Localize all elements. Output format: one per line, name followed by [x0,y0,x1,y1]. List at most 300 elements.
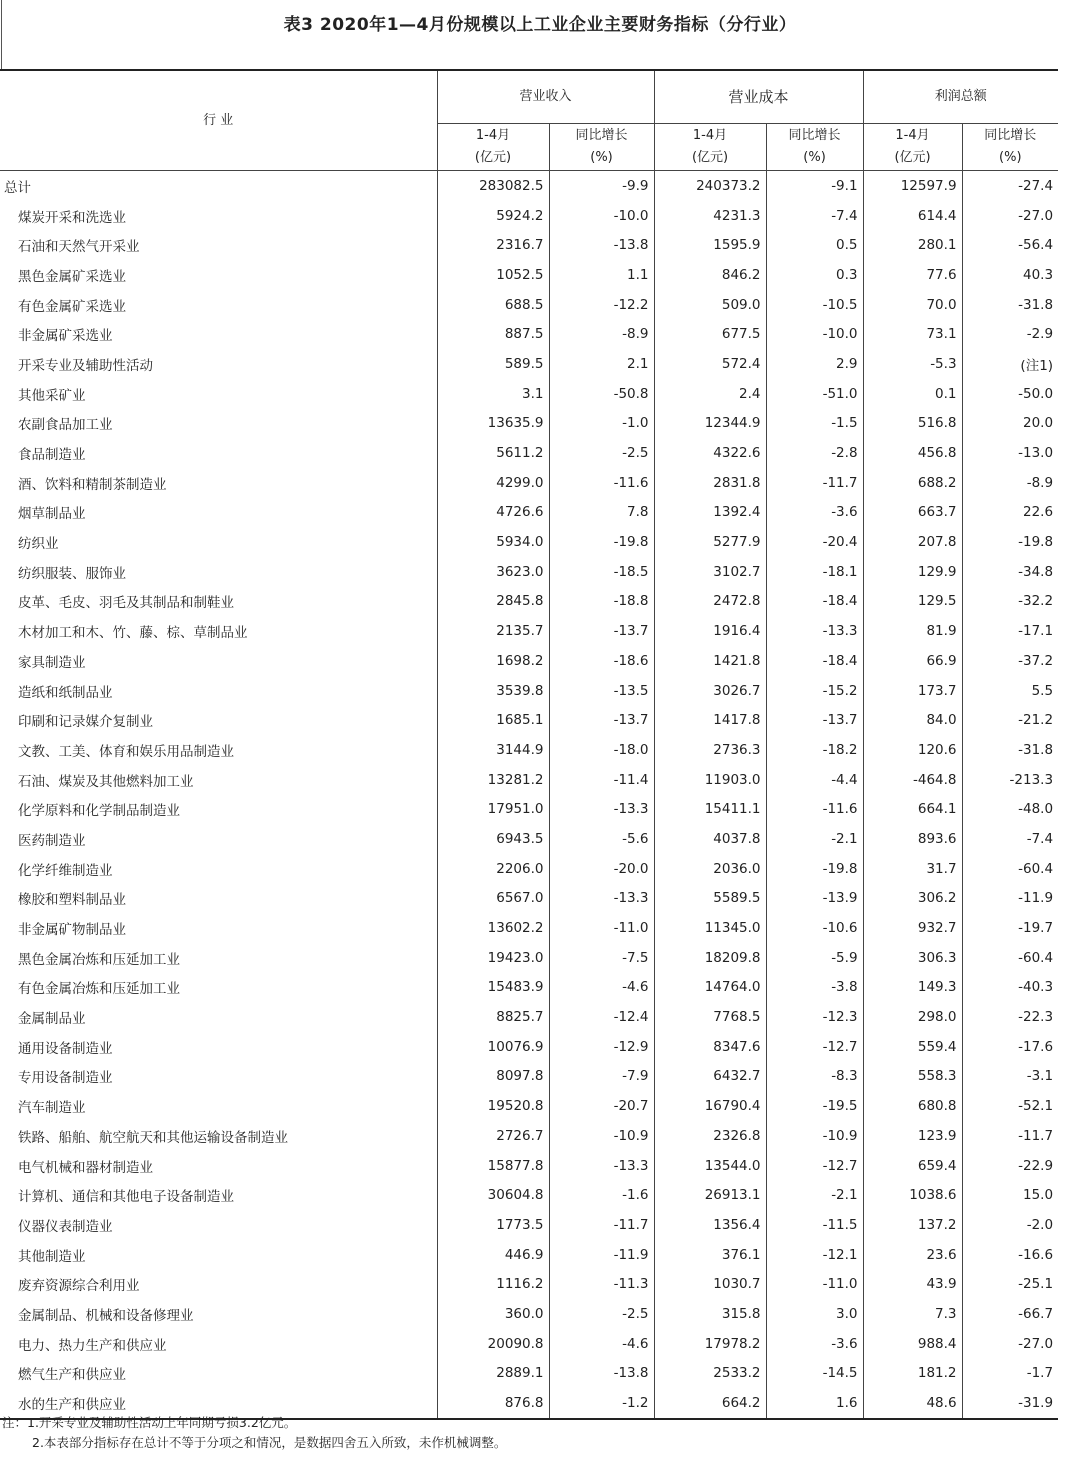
cost-growth: -19.8 [766,854,863,884]
table-row [0,409,1058,439]
industry-name: 非金属矿物制品业 [18,922,126,939]
revenue-growth: -10.0 [549,201,654,231]
cost-value: 4231.3 [654,201,766,231]
cost-value: 7768.5 [654,1002,766,1032]
profit-growth: -213.3 [962,765,1058,795]
table-row [0,824,1058,854]
cost-growth: -13.9 [766,884,863,914]
cost-growth: -11.5 [766,1210,863,1240]
profit-growth: -32.2 [962,587,1058,617]
profit-growth: 22.6 [962,498,1058,528]
revenue-value: 3.1 [437,379,549,409]
profit-growth: -40.3 [962,973,1058,1003]
table-row [0,765,1058,795]
cost-value: 2.4 [654,379,766,409]
profit-value: 66.9 [863,646,962,676]
table-row [0,587,1058,617]
cost-growth: -12.3 [766,1002,863,1032]
industry-name: 总计 [4,179,31,196]
table-row [0,379,1058,409]
revenue-value: 3539.8 [437,676,549,706]
profit-value: 31.7 [863,854,962,884]
profit-growth: 20.0 [962,409,1058,439]
revenue-growth: -1.6 [549,1180,654,1210]
revenue-value: 360.0 [437,1299,549,1329]
table-row [0,290,1058,320]
revenue-growth: -4.6 [549,1329,654,1359]
footnotes [2,1413,506,1453]
profit-growth: -21.2 [962,705,1058,735]
cost-growth: -13.7 [766,705,863,735]
table-row [0,616,1058,646]
revenue-growth: -7.5 [549,943,654,973]
cost-growth: -1.5 [766,409,863,439]
industry-name: 其他制造业 [18,1248,86,1265]
revenue-value: 446.9 [437,1240,549,1270]
revenue-value: 4726.6 [437,498,549,528]
cost-growth: -11.0 [766,1269,863,1299]
revenue-value: 4299.0 [437,468,549,498]
cost-growth: -4.4 [766,765,863,795]
cost-growth: 0.5 [766,230,863,260]
revenue-value: 3144.9 [437,735,549,765]
profit-growth: -2.0 [962,1210,1058,1240]
table-header [0,70,1058,171]
revenue-value: 6567.0 [437,884,549,914]
profit-growth: -3.1 [962,1062,1058,1092]
table-row [0,1240,1058,1270]
table-row [0,1002,1058,1032]
profit-value: 659.4 [863,1151,962,1181]
industry-name: 酒、饮料和精制茶制造业 [18,476,167,493]
profit-value: 558.3 [863,1062,962,1092]
table-title: 表3 2020年1—4月份规模以上工业企业主要财务指标（分行业） [283,15,797,35]
profit-value: 664.1 [863,794,962,824]
cost-growth: -10.5 [766,290,863,320]
revenue-value: 688.5 [437,290,549,320]
industry-name: 烟草制品业 [18,506,86,523]
table-row [0,646,1058,676]
industry-name: 木材加工和木、竹、藤、棕、草制品业 [18,625,248,642]
revenue-growth: -10.9 [549,1121,654,1151]
profit-growth: -60.4 [962,854,1058,884]
cost-growth: -10.6 [766,913,863,943]
revenue-growth: -13.3 [549,794,654,824]
cost-growth: -18.2 [766,735,863,765]
profit-growth: -11.7 [962,1121,1058,1151]
profit-growth: -8.9 [962,468,1058,498]
industry-name: 通用设备制造业 [18,1040,113,1057]
table-row [0,557,1058,587]
table-row [0,1151,1058,1181]
profit-growth: 5.5 [962,676,1058,706]
cost-growth: -5.9 [766,943,863,973]
profit-value: 43.9 [863,1269,962,1299]
profit-value: 456.8 [863,438,962,468]
header-industry: 行 业 [0,70,437,171]
revenue-growth: -18.6 [549,646,654,676]
revenue-value: 876.8 [437,1388,549,1419]
cost-value: 2533.2 [654,1359,766,1389]
profit-value: 559.4 [863,1032,962,1062]
revenue-value: 30604.8 [437,1180,549,1210]
profit-growth: -27.0 [962,201,1058,231]
profit-growth: -34.8 [962,557,1058,587]
industry-name: 纺织业 [18,536,59,553]
cost-growth: -18.4 [766,587,863,617]
profit-growth: -25.1 [962,1269,1058,1299]
table-row [0,260,1058,290]
cost-value: 5589.5 [654,884,766,914]
footnote-1: 注：1.开采专业及辅助性活动上年同期亏损3.2亿元。 [2,1415,297,1430]
cost-value: 3026.7 [654,676,766,706]
header-profit: 利润总额 [863,70,1058,124]
revenue-growth: -1.0 [549,409,654,439]
financial-indicators-table [0,69,1058,1420]
revenue-value: 887.5 [437,319,549,349]
revenue-growth: -7.9 [549,1062,654,1092]
table-row [0,854,1058,884]
revenue-growth: -4.6 [549,973,654,1003]
table-row [0,1180,1058,1210]
revenue-growth: 1.1 [549,260,654,290]
industry-name: 汽车制造业 [18,1100,86,1117]
revenue-value: 13281.2 [437,765,549,795]
revenue-growth: -50.8 [549,379,654,409]
cost-value: 509.0 [654,290,766,320]
cost-value: 2472.8 [654,587,766,617]
revenue-value: 17951.0 [437,794,549,824]
industry-name: 非金属矿采选业 [18,328,113,345]
profit-value: 7.3 [863,1299,962,1329]
cost-growth: -11.7 [766,468,863,498]
cost-value: 1595.9 [654,230,766,260]
header-cost: 营业成本 [654,70,863,124]
cost-value: 4322.6 [654,438,766,468]
revenue-growth: -18.5 [549,557,654,587]
industry-name: 家具制造业 [18,654,86,671]
revenue-growth: 2.1 [549,349,654,379]
profit-growth: -31.8 [962,735,1058,765]
revenue-value: 6943.5 [437,824,549,854]
profit-value: 280.1 [863,230,962,260]
profit-growth: -22.9 [962,1151,1058,1181]
revenue-value: 19423.0 [437,943,549,973]
cost-growth: 0.3 [766,260,863,290]
cost-growth: -2.1 [766,1180,863,1210]
industry-name: 煤炭开采和洗选业 [18,209,126,226]
cost-value: 5277.9 [654,527,766,557]
table-row [0,1121,1058,1151]
revenue-value: 19520.8 [437,1091,549,1121]
profit-growth: -13.0 [962,438,1058,468]
cost-value: 1356.4 [654,1210,766,1240]
profit-growth: -19.7 [962,913,1058,943]
revenue-value: 15877.8 [437,1151,549,1181]
revenue-growth: -2.5 [549,438,654,468]
revenue-value: 10076.9 [437,1032,549,1062]
cost-growth: -8.3 [766,1062,863,1092]
table-row [0,498,1058,528]
revenue-growth: -13.3 [549,884,654,914]
industry-name: 其他采矿业 [18,387,86,404]
revenue-value: 13635.9 [437,409,549,439]
table-row [0,438,1058,468]
cost-growth: -18.4 [766,646,863,676]
cost-growth: -10.9 [766,1121,863,1151]
revenue-value: 13602.2 [437,913,549,943]
profit-value: 516.8 [863,409,962,439]
profit-value: 1038.6 [863,1180,962,1210]
revenue-value: 2889.1 [437,1359,549,1389]
profit-value: 81.9 [863,616,962,646]
industry-name: 燃气生产和供应业 [18,1367,126,1384]
revenue-growth: -9.9 [549,171,654,201]
cost-growth: 3.0 [766,1299,863,1329]
cost-growth: -20.4 [766,527,863,557]
revenue-growth: -13.7 [549,616,654,646]
table-row [0,1210,1058,1240]
table-row [0,1062,1058,1092]
cost-growth: -3.8 [766,973,863,1003]
profit-growth: -2.9 [962,319,1058,349]
cost-value: 2036.0 [654,854,766,884]
revenue-value: 2726.7 [437,1121,549,1151]
cost-value: 8347.6 [654,1032,766,1062]
revenue-value: 1116.2 [437,1269,549,1299]
cost-value: 17978.2 [654,1329,766,1359]
revenue-growth: -19.8 [549,527,654,557]
table-row [0,676,1058,706]
cost-value: 14764.0 [654,973,766,1003]
revenue-value: 5611.2 [437,438,549,468]
cost-growth: -19.5 [766,1091,863,1121]
revenue-value: 8097.8 [437,1062,549,1092]
revenue-value: 589.5 [437,349,549,379]
revenue-growth: -18.0 [549,735,654,765]
cost-value: 11345.0 [654,913,766,943]
cost-value: 15411.1 [654,794,766,824]
revenue-value: 2135.7 [437,616,549,646]
profit-value: 129.9 [863,557,962,587]
cost-growth: -2.1 [766,824,863,854]
profit-value: 70.0 [863,290,962,320]
table-row [0,1269,1058,1299]
industry-name: 有色金属冶炼和压延加工业 [18,981,180,998]
table-row [0,884,1058,914]
profit-growth: 40.3 [962,260,1058,290]
industry-name: 铁路、船舶、航空航天和其他运输设备制造业 [18,1129,288,1146]
industry-name: 纺织服装、服饰业 [18,565,126,582]
profit-growth: (注1) [962,349,1058,379]
cost-growth: 1.6 [766,1388,863,1419]
profit-value: 181.2 [863,1359,962,1389]
cost-growth: -3.6 [766,498,863,528]
cost-value: 1030.7 [654,1269,766,1299]
table-row [0,973,1058,1003]
revenue-value: 5934.0 [437,527,549,557]
cost-growth: -12.7 [766,1151,863,1181]
cost-value: 1916.4 [654,616,766,646]
cost-value: 3102.7 [654,557,766,587]
cost-value: 315.8 [654,1299,766,1329]
industry-name: 化学原料和化学制品制造业 [18,803,180,820]
profit-value: 298.0 [863,1002,962,1032]
revenue-growth: -12.4 [549,1002,654,1032]
profit-value: 120.6 [863,735,962,765]
profit-growth: -19.8 [962,527,1058,557]
cost-value: 11903.0 [654,765,766,795]
industry-name: 皮革、毛皮、羽毛及其制品和制鞋业 [18,595,234,612]
table-row [0,1329,1058,1359]
revenue-growth: -13.8 [549,1359,654,1389]
table-body [0,171,1058,1419]
profit-growth: 15.0 [962,1180,1058,1210]
industry-name: 石油和天然气开采业 [18,239,140,256]
header-profit-period: 1-4月 (亿元) [863,124,962,171]
revenue-growth: -1.2 [549,1388,654,1419]
profit-growth: -52.1 [962,1091,1058,1121]
profit-value: 988.4 [863,1329,962,1359]
cost-growth: -7.4 [766,201,863,231]
cost-value: 13544.0 [654,1151,766,1181]
revenue-value: 1052.5 [437,260,549,290]
cost-value: 677.5 [654,319,766,349]
revenue-growth: -13.7 [549,705,654,735]
industry-name: 黑色金属矿采选业 [18,268,126,285]
revenue-growth: 7.8 [549,498,654,528]
header-revenue-period: 1-4月 (亿元) [437,124,549,171]
total-row [0,171,1058,201]
header-cost-growth: 同比增长 (%) [766,124,863,171]
cost-value: 846.2 [654,260,766,290]
industry-name: 废弃资源综合利用业 [18,1278,140,1295]
industry-name: 医药制造业 [18,832,86,849]
revenue-value: 2316.7 [437,230,549,260]
cost-value: 240373.2 [654,171,766,201]
cost-growth: -14.5 [766,1359,863,1389]
revenue-value: 283082.5 [437,171,549,201]
table-row [0,319,1058,349]
table-row [0,230,1058,260]
revenue-growth: -13.5 [549,676,654,706]
revenue-value: 5924.2 [437,201,549,231]
profit-growth: -60.4 [962,943,1058,973]
cost-growth: -12.7 [766,1032,863,1062]
cost-value: 6432.7 [654,1062,766,1092]
cost-value: 16790.4 [654,1091,766,1121]
industry-name: 文教、工美、体育和娱乐用品制造业 [18,743,234,760]
table-row [0,943,1058,973]
profit-value: 137.2 [863,1210,962,1240]
profit-value: 0.1 [863,379,962,409]
profit-value: 12597.9 [863,171,962,201]
industry-name: 食品制造业 [18,447,86,464]
profit-value: 680.8 [863,1091,962,1121]
industry-name: 黑色金属冶炼和压延加工业 [18,951,180,968]
revenue-value: 1773.5 [437,1210,549,1240]
header-cost-period: 1-4月 (亿元) [654,124,766,171]
cost-value: 1421.8 [654,646,766,676]
profit-value: 84.0 [863,705,962,735]
profit-growth: -17.1 [962,616,1058,646]
revenue-growth: -12.9 [549,1032,654,1062]
cost-growth: 2.9 [766,349,863,379]
revenue-growth: -11.7 [549,1210,654,1240]
table-row [0,527,1058,557]
table-row [0,913,1058,943]
profit-value: 893.6 [863,824,962,854]
profit-growth: -50.0 [962,379,1058,409]
cost-growth: -3.6 [766,1329,863,1359]
profit-value: 306.2 [863,884,962,914]
revenue-growth: -11.9 [549,1240,654,1270]
profit-value: -464.8 [863,765,962,795]
industry-name: 农副食品加工业 [18,417,113,434]
table-row [0,1359,1058,1389]
cost-growth: -13.3 [766,616,863,646]
cost-value: 18209.8 [654,943,766,973]
footnote-2: 2.本表部分指标存在总计不等于分项之和情况，是数据四舍五入所致，未作机械调整。 [32,1435,507,1450]
table-row [0,705,1058,735]
table-row [0,1032,1058,1062]
revenue-growth: -11.3 [549,1269,654,1299]
revenue-value: 2206.0 [437,854,549,884]
revenue-value: 2845.8 [437,587,549,617]
profit-value: 663.7 [863,498,962,528]
profit-value: 207.8 [863,527,962,557]
profit-value: 23.6 [863,1240,962,1270]
header-profit-growth: 同比增长 (%) [962,124,1058,171]
revenue-growth: -2.5 [549,1299,654,1329]
profit-value: 688.2 [863,468,962,498]
revenue-growth: -5.6 [549,824,654,854]
revenue-value: 20090.8 [437,1329,549,1359]
industry-name: 专用设备制造业 [18,1070,113,1087]
profit-value: 614.4 [863,201,962,231]
industry-name: 计算机、通信和其他电子设备制造业 [18,1189,234,1206]
profit-value: 173.7 [863,676,962,706]
profit-growth: -11.9 [962,884,1058,914]
revenue-growth: -18.8 [549,587,654,617]
revenue-growth: -13.8 [549,230,654,260]
cost-growth: -9.1 [766,171,863,201]
industry-name: 印刷和记录媒介复制业 [18,714,153,731]
revenue-growth: -11.0 [549,913,654,943]
profit-value: 123.9 [863,1121,962,1151]
cost-value: 2736.3 [654,735,766,765]
profit-growth: -17.6 [962,1032,1058,1062]
profit-growth: -66.7 [962,1299,1058,1329]
industry-name: 电力、热力生产和供应业 [18,1337,167,1354]
cost-value: 12344.9 [654,409,766,439]
cost-value: 1392.4 [654,498,766,528]
industry-name: 化学纤维制造业 [18,862,113,879]
cost-value: 2326.8 [654,1121,766,1151]
profit-growth: -37.2 [962,646,1058,676]
cost-value: 1417.8 [654,705,766,735]
cost-growth: -18.1 [766,557,863,587]
table-row [0,1299,1058,1329]
revenue-growth: -13.3 [549,1151,654,1181]
profit-value: 129.5 [863,587,962,617]
profit-value: 306.3 [863,943,962,973]
industry-name: 水的生产和供应业 [0,1388,437,1419]
profit-growth: -27.4 [962,171,1058,201]
profit-value: 48.6 [863,1388,962,1419]
cost-value: 2831.8 [654,468,766,498]
industry-name: 有色金属矿采选业 [18,298,126,315]
